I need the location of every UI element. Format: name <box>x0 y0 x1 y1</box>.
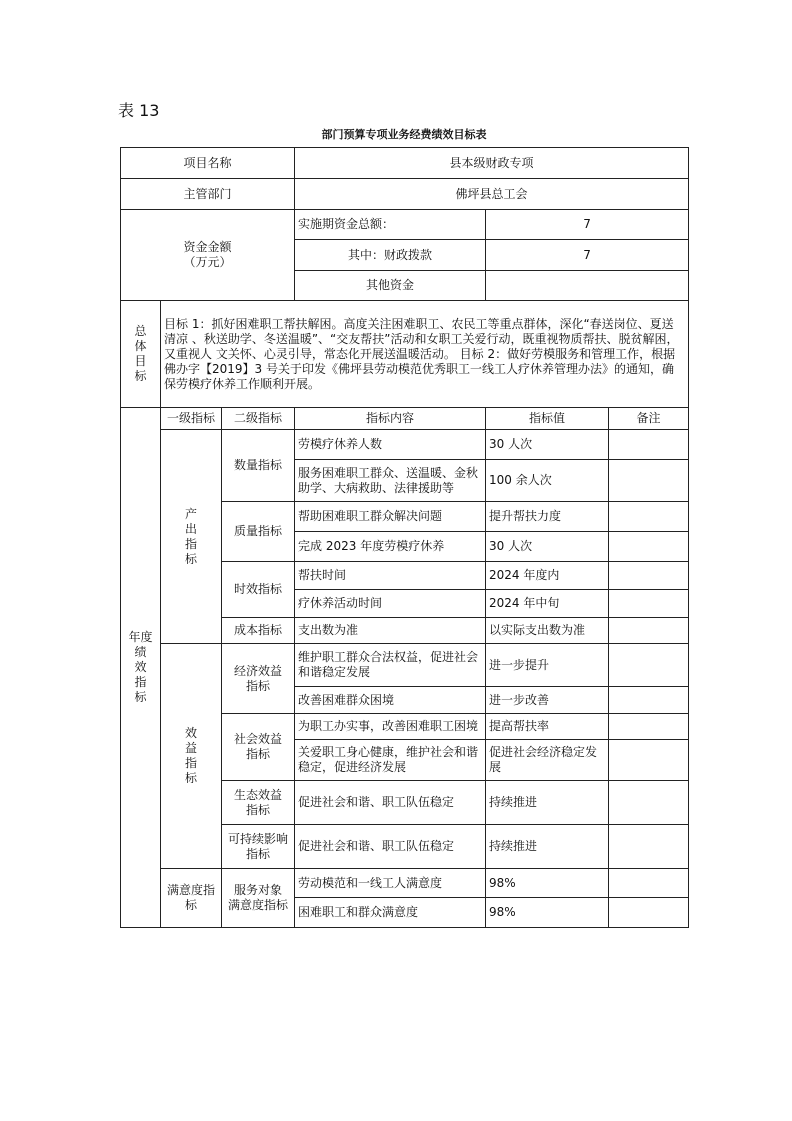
indicator-content: 疗休养活动时间 <box>295 590 486 618</box>
indicator-header-row <box>121 408 689 430</box>
economic-benefit-label: 经济效益 指标 <box>222 644 295 714</box>
indicator-note <box>609 430 689 460</box>
indicator-note <box>609 898 689 928</box>
indicator-value: 30 人次 <box>486 430 609 460</box>
col-header-value: 指标值 <box>486 408 609 430</box>
indicator-value: 98% <box>486 898 609 928</box>
dept-row <box>121 179 689 210</box>
col-header-level2: 二级指标 <box>222 408 295 430</box>
indicator-note <box>609 562 689 590</box>
project-name-label: 项目名称 <box>121 148 295 179</box>
indicator-value: 98% <box>486 869 609 898</box>
indicator-content: 帮助困难职工群众解决问题 <box>295 502 486 532</box>
indicator-value: 以实际支出数为准 <box>486 618 609 644</box>
indicator-content: 促进社会和谐、职工队伍稳定 <box>295 781 486 825</box>
indicator-content: 帮扶时间 <box>295 562 486 590</box>
cost-indicator-label: 成本指标 <box>222 618 295 644</box>
indicator-value: 促进社会经济稳定发展 <box>486 740 609 781</box>
indicator-content: 服务困难职工群众、送温暖、金秋助学、大病救助、法律援助等 <box>295 460 486 502</box>
indicator-content: 劳模疗休养人数 <box>295 430 486 460</box>
indicator-content: 关爱职工身心健康，维护社会和谐稳定，促进经济发展 <box>295 740 486 781</box>
indicator-note <box>609 869 689 898</box>
project-name-row <box>121 148 689 179</box>
dept-value: 佛坪县总工会 <box>295 179 689 210</box>
total-funds-label: 实施期资金总额： <box>295 210 486 240</box>
indicator-content: 改善困难群众困境 <box>295 687 486 714</box>
overall-goal-label: 总 体 目 标 <box>121 301 161 408</box>
benefit-indicator-label: 效 益 指 标 <box>161 644 222 869</box>
table-number: 表 13 <box>118 101 160 120</box>
indicator-note <box>609 590 689 618</box>
indicator-value: 提高帮扶率 <box>486 714 609 740</box>
output-indicator-label: 产 出 指 标 <box>161 430 222 644</box>
table-row <box>121 644 689 687</box>
indicator-content: 困难职工和群众满意度 <box>295 898 486 928</box>
indicator-note <box>609 740 689 781</box>
indicator-content: 支出数为准 <box>295 618 486 644</box>
indicator-note <box>609 714 689 740</box>
indicator-value: 持续推进 <box>486 825 609 869</box>
indicator-note <box>609 644 689 687</box>
page-title: 部门预算专项业务经费绩效目标表 <box>321 128 487 141</box>
col-header-content: 指标内容 <box>295 408 486 430</box>
total-funds-value: 7 <box>486 210 689 240</box>
table-row <box>121 430 689 460</box>
indicator-content: 劳动模范和一线工人满意度 <box>295 869 486 898</box>
other-funds-value <box>486 271 689 301</box>
service-satisfaction-label: 服务对象 满意度指标 <box>222 869 295 928</box>
indicator-note <box>609 460 689 502</box>
indicator-value: 提升帮扶力度 <box>486 502 609 532</box>
indicator-value: 100 余人次 <box>486 460 609 502</box>
indicator-note <box>609 825 689 869</box>
indicator-note <box>609 781 689 825</box>
satisfaction-indicator-label: 满意度指 标 <box>161 869 222 928</box>
project-name-value: 县本级财政专项 <box>295 148 689 179</box>
social-benefit-label: 社会效益 指标 <box>222 714 295 781</box>
performance-table <box>120 147 689 928</box>
col-header-level1: 一级指标 <box>161 408 222 430</box>
table-row <box>121 869 689 898</box>
sustainability-label: 可持续影响 指标 <box>222 825 295 869</box>
indicator-content: 维护职工群众合法权益，促进社会和谐稳定发展 <box>295 644 486 687</box>
indicator-content: 完成 2023 年度劳模疗休养 <box>295 532 486 562</box>
indicator-value: 2024 年度内 <box>486 562 609 590</box>
indicator-content: 为职工办实事，改善困难职工困境 <box>295 714 486 740</box>
funds-label: 资金金额 <box>183 240 232 254</box>
indicator-value: 进一步改善 <box>486 687 609 714</box>
col-header-note: 备注 <box>609 408 689 430</box>
fiscal-funds-value: 7 <box>486 240 689 271</box>
other-funds-label: 其他资金 <box>295 271 486 301</box>
annual-indicator-label: 年度绩 效 指 标 <box>121 408 161 928</box>
quality-indicator-label: 质量指标 <box>222 502 295 562</box>
indicator-note <box>609 532 689 562</box>
indicator-value: 30 人次 <box>486 532 609 562</box>
funds-label-cell <box>121 210 295 301</box>
overall-goal-row <box>121 301 689 408</box>
fiscal-funds-label: 其中：财政拨款 <box>295 240 486 271</box>
quantity-indicator-label: 数量指标 <box>222 430 295 502</box>
overall-goal-text: 目标 1：抓好困难职工帮扶解困。高度关注困难职工、农民工等重点群体，深化“春送岗位、夏送清凉 、秋送助学、冬送温暖”、“交友帮扶”活动和女职工关爱行动，既重视物质帮扶、脱贫解困，又重视人 文关怀、心灵引导，常态化开展送温暖活动。 目标 2：做好劳模服务和管理工作，根据佛办字【2019】3 号关于印发《佛坪县劳动模范优秀职工一线工人疗休养管理办法》的通知，确保劳模疗休养工作顺利开展。 <box>161 301 689 408</box>
indicator-value: 进一步提升 <box>486 644 609 687</box>
dept-label: 主管部门 <box>121 179 295 210</box>
indicator-note <box>609 687 689 714</box>
ecological-benefit-label: 生态效益 指标 <box>222 781 295 825</box>
indicator-content: 促进社会和谐、职工队伍稳定 <box>295 825 486 869</box>
time-indicator-label: 时效指标 <box>222 562 295 618</box>
funds-unit: （万元） <box>183 255 232 269</box>
indicator-note <box>609 502 689 532</box>
indicator-note <box>609 618 689 644</box>
funds-total-row <box>121 210 689 240</box>
indicator-value: 持续推进 <box>486 781 609 825</box>
indicator-value: 2024 年中旬 <box>486 590 609 618</box>
